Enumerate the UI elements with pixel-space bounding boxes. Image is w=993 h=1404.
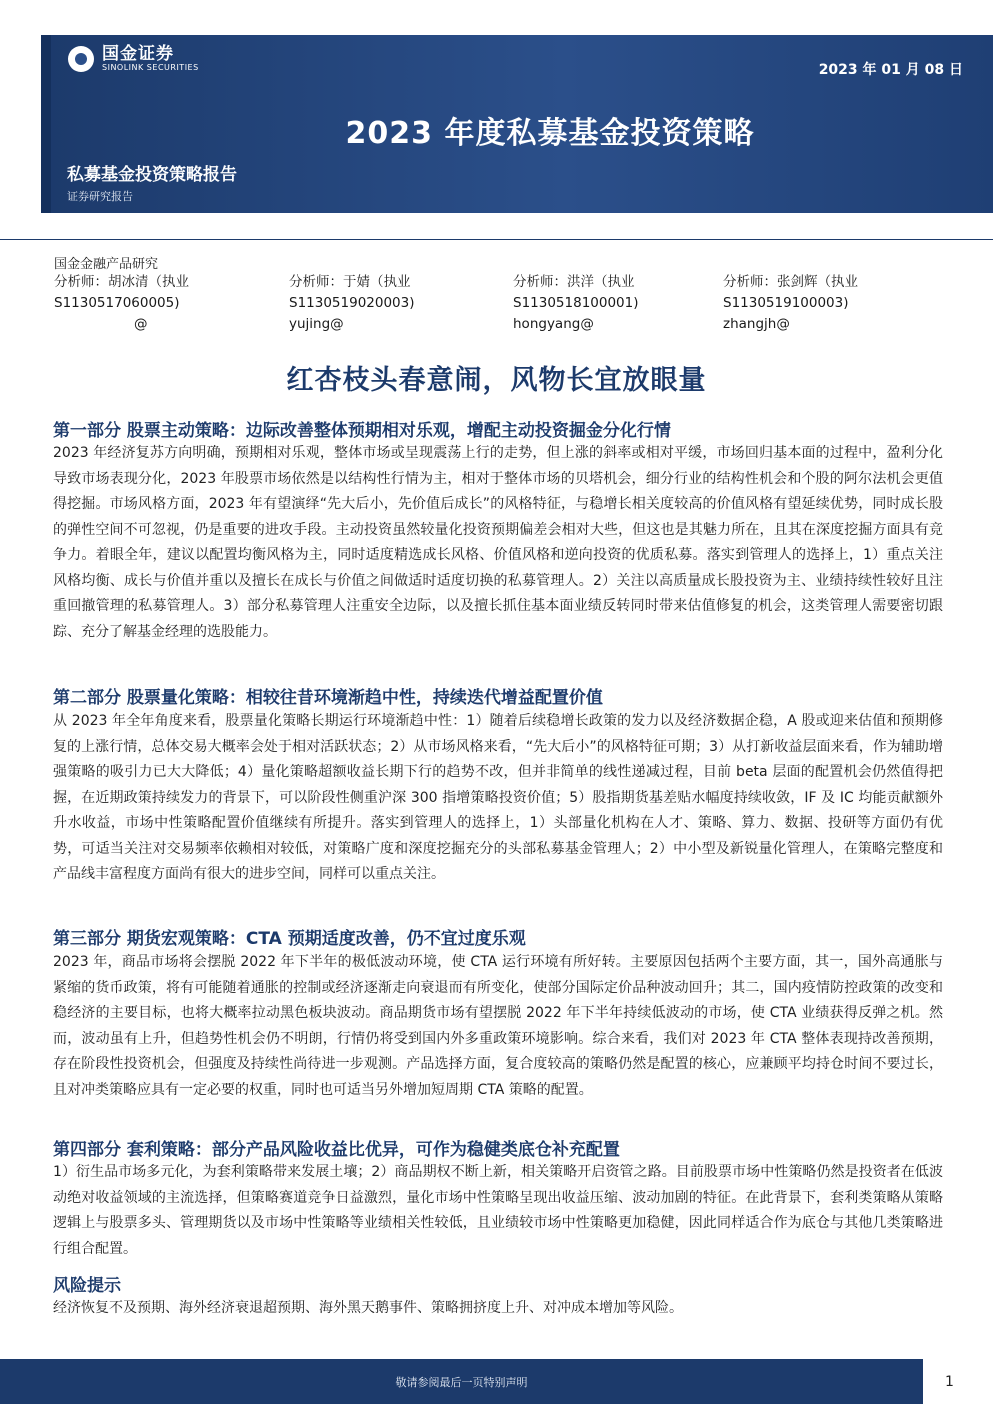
analyst-name: 分析师：于婧（执业 — [289, 274, 411, 290]
analyst-entry — [54, 272, 264, 335]
section-body-4: 1）衍生品市场多元化，为套利策略带来发展土壤；2）商品期权不断上新，相关策略开启资管之路。目前股票市场中性策略仍然是投资者在低波动绝对收益领域的主流选择，但策略赛道竞争日益激烈，量化市场中性策略呈现出收益压缩、波动加剧的特征。在此背景下，套利类策略从策略逻辑上与股票多头、管理期货以及市场中性策略等业绩相关性较低，且业绩较市场中性策略更加稳健，因此同样适合作为底仓与其他几类策略进行组合配置。 — [53, 1164, 943, 1257]
risk-body: 经济恢复不及预期、海外经济衰退超预期、海外黑天鹅事件、策略拥挤度上升、对冲成本增加等风险。 — [53, 1300, 683, 1316]
report-subtitle: 私募基金投资策略报告 — [67, 165, 237, 185]
research-department: 国金金融产品研究 — [54, 257, 159, 272]
analyst-name: 分析师：胡冰清（执业 — [54, 274, 189, 290]
company-logo — [68, 45, 199, 73]
section-title-3: 第三部分 期货宏观策略：CTA 预期适度改善，仍不宜过度乐观 — [53, 929, 526, 949]
section-title-2: 第二部分 股票量化策略：相较往昔环境渐趋中性，持续迭代增益配置价值 — [53, 688, 603, 708]
logo-name-en: SINOLINK SECURITIES — [102, 63, 199, 72]
analyst-license: S1130518100001) — [513, 295, 639, 311]
section-body-1: 2023 年经济复苏方向明确，预期相对乐观，整体市场或呈现震荡上行的走势，但上涨的斜率或相对平缓，市场回归基本面的过程中，盈利分化导致市场表现分化，2023 年股票市场依然是以结构性行情为主，相对于整体市场的贝塔机会，细分行业的结构性机会和个股的阿尔法机会更值得挖掘。市场风格方面，2023 年有望演绎“先大后小，先价值后成长”的风格特征，与稳增长相关度较高的价值风格有望延续优势，同时成长股的弹性空间不可忽视，仍是重要的进攻手段。主动投资虽然较量化投资预期偏差会相对大些，但这也是其魅力所在，且其在深度挖掘方面具有竞争力。着眼全年，建议以配置均衡风格为主，同时适度精选成长风格、价值风格和逆向投资的优质私募。落实到管理人的选择上，1）重点关注风格均衡、成长与价值并重以及擅长在成长与价值之间做适时适度切换的私募管理人。2）关注以高质量成长股投资为主、业绩持续性较好且注重回撤管理的私募管理人。3）部分私募管理人注重安全边际，以及擅长抓住基本面业绩反转同时带来估值修复的机会，这类管理人需要密切跟踪、充分了解基金经理的选股能力。 — [53, 445, 943, 640]
analyst-entry — [513, 272, 723, 335]
section-title-1: 第一部分 股票主动策略：边际改善整体预期相对乐观，增配主动投资掘金分化行情 — [53, 421, 671, 441]
analyst-license: S1130517060005) — [54, 295, 180, 311]
report-title: 2023 年度私募基金投资策略 — [345, 116, 755, 151]
analyst-email[interactable]: zhangjh@ — [723, 316, 790, 332]
analyst-license: S1130519100003) — [723, 295, 849, 311]
analyst-entry — [289, 272, 499, 335]
page-number: 1 — [945, 1374, 954, 1390]
section-body-2: 从 2023 年全年角度来看，股票量化策略长期运行环境渐趋中性：1）随着后续稳增长政策的发力以及经济数据企稳，A 股或迎来估值和预期修复的上涨行情，总体交易大概率会处于相对活跃状态；2）从市场风格来看，“先大后小”的风格特征可期；3）从打新收益层面来看，作为辅助增强策略的吸引力已大大降低；4）量化策略超额收益长期下行的趋势不改，但并非简单的线性递减过程，目前 beta 层面的配置机会仍然值得把握，在近期政策持续发力的背景下，可以阶段性侧重沪深 300 指增策略投资价值；5）股指期货基差贴水幅度持续收敛，IF 及 IC 均能贡献额外升水收益，市场中性策略配置价值继续有所提升。落实到管理人的选择上，1）头部量化机构在人才、策略、算力、数据、投研等方面仍有优势，可适当关注对交易频率依赖相对较低，对策略广度和深度挖掘充分的头部私募基金管理人；2）中小型及新锐量化管理人，在策略完整度和产品线丰富程度方面尚有很大的进步空间，同样可以重点关注。 — [53, 713, 943, 882]
report-headline: 红杏枝头春意闹，风物长宜放眼量 — [286, 365, 707, 396]
analyst-email[interactable]: yujing@ — [289, 316, 344, 332]
logo-circle-icon — [68, 46, 94, 72]
header-divider — [0, 239, 993, 240]
analyst-license: S1130519020003) — [289, 295, 415, 311]
report-type-tag: 证券研究报告 — [67, 190, 133, 203]
analyst-entry — [723, 272, 933, 335]
report-date: 2023 年 01 月 08 日 — [818, 62, 963, 78]
analyst-name: 分析师：张剑辉（执业 — [723, 274, 858, 290]
analyst-email[interactable]: @ — [134, 316, 148, 332]
analyst-name: 分析师：洪洋（执业 — [513, 274, 635, 290]
section-body-3: 2023 年，商品市场将会摆脱 2022 年下半年的极低波动环境，使 CTA 运行环境有所好转。主要原因包括两个主要方面，其一，国外高通胀与紧缩的货币政策，将有可能随着通胀的控制或经济逐渐走向衰退而有所变化，使部分国际定价品种波动回升；其二，国内疫情防控政策的改变和稳经济的主要目标，也将大概率拉动黑色板块波动。商品期货市场有望摆脱 2022 年下半年持续低波动的市场，使 CTA 业绩获得反弹之机。然而，波动虽有上升，但趋势性机会仍不明朗，行情仍将受到国内外多重政策环境影响。综合来看，我们对 2023 年 CTA 整体表现持改善预期，存在阶段性投资机会，但强度及持续性尚待进一步观测。产品选择方面，复合度较高的策略仍然是配置的核心，应兼顾平均持仓时间不要过长，且对冲类策略应具有一定必要的权重，同时也可适当另外增加短周期 CTA 策略的配置。 — [53, 954, 943, 1098]
logo-name-cn: 国金证券 — [102, 44, 174, 64]
disclaimer-notice[interactable]: 敬请参阅最后一页特别声明 — [395, 1376, 528, 1389]
analyst-email[interactable]: hongyang@ — [513, 316, 594, 332]
section-title-4: 第四部分 套利策略：部分产品风险收益比优异，可作为稳健类底仓补充配置 — [53, 1140, 620, 1160]
risk-title: 风险提示 — [53, 1276, 121, 1296]
